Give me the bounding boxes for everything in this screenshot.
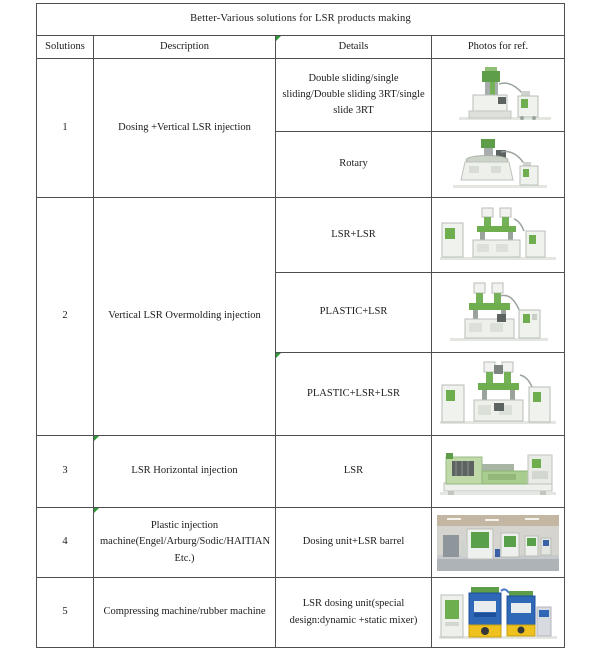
cell-details-4: Dosing unit+LSR barrel xyxy=(276,508,432,578)
cell-details-5: LSR dosing unit(special design:dynamic +static mixer) xyxy=(276,578,432,648)
vertical-lsr-machine-photo xyxy=(438,66,558,124)
cell-description-5: Compressing machine/rubber machine xyxy=(94,578,276,648)
comment-marker-icon xyxy=(94,508,99,513)
factory-floor-photo xyxy=(438,515,558,571)
cell-photo-2a xyxy=(432,198,565,273)
table-row xyxy=(37,578,565,648)
column-header-description: Description xyxy=(94,36,276,59)
cell-photo-1a xyxy=(432,59,565,132)
page-title: Better-Various solutions for LSR products making xyxy=(37,4,565,36)
cell-description-1: Dosing +Vertical LSR injection xyxy=(94,59,276,198)
factory-floor-illustration xyxy=(437,515,559,571)
column-header-details xyxy=(276,36,432,59)
vertical-lsr-machine-illustration xyxy=(439,66,557,124)
cell-description-4 xyxy=(94,508,276,578)
cell-details-2a: LSR+LSR xyxy=(276,198,432,273)
cell-details-1b: Rotary xyxy=(276,132,432,198)
header-row xyxy=(37,36,565,59)
table-row xyxy=(37,198,565,273)
cell-solution-4: 4 xyxy=(37,508,94,578)
horizontal-machine-illustration xyxy=(436,445,560,499)
cell-photo-1b xyxy=(432,132,565,198)
cell-description-3-label: LSR Horizontal injection xyxy=(131,465,238,477)
column-header-details-label: Details xyxy=(338,40,369,52)
cell-photo-2b xyxy=(432,273,565,353)
cell-details-1a: Double sliding/single sliding/Double sliding 3RT/single slide 3RT xyxy=(276,59,432,132)
cell-solution-3: 3 xyxy=(37,436,94,508)
overmolding-machine-illustration xyxy=(442,282,554,344)
rotary-lsr-machine-photo xyxy=(438,139,558,191)
overmolding-machine-illustration xyxy=(436,361,560,427)
table-row xyxy=(37,436,565,508)
table-row xyxy=(37,508,565,578)
cell-details-2c-label: PLASTIC+LSR+LSR xyxy=(307,387,400,399)
cell-solution-1: 1 xyxy=(37,59,94,198)
compression-machine-illustration xyxy=(437,585,559,641)
cell-solution-5: 5 xyxy=(37,578,94,648)
cell-details-2c xyxy=(276,353,432,436)
comment-marker-icon xyxy=(276,36,281,41)
overmolding-machine-photo xyxy=(438,207,558,263)
horizontal-machine-photo xyxy=(438,445,558,499)
column-header-solutions: Solutions xyxy=(37,36,94,59)
cell-details-2b: PLASTIC+LSR xyxy=(276,273,432,353)
table-row xyxy=(37,59,565,132)
comment-marker-icon xyxy=(94,436,99,441)
cell-photo-2c xyxy=(432,353,565,436)
cell-photo-3 xyxy=(432,436,565,508)
cell-description-4-label: Plastic injection machine(Engel/Arburg/Sodic/HAITIAN Etc.) xyxy=(100,520,271,564)
cell-description-3 xyxy=(94,436,276,508)
rotary-lsr-machine-illustration xyxy=(439,139,557,191)
cell-description-2: Vertical LSR Overmolding injection xyxy=(94,198,276,436)
column-header-photos: Photos for ref. xyxy=(432,36,565,59)
cell-photo-5 xyxy=(432,578,565,648)
cell-details-3: LSR xyxy=(276,436,432,508)
title-row xyxy=(37,4,565,36)
cell-solution-2: 2 xyxy=(37,198,94,436)
cell-photo-4 xyxy=(432,508,565,578)
comment-marker-icon xyxy=(276,353,281,358)
overmolding-machine-photo xyxy=(438,282,558,344)
overmolding-machine-photo xyxy=(438,361,558,427)
solutions-table xyxy=(36,3,565,648)
overmolding-machine-illustration xyxy=(436,207,560,263)
compression-machine-photo xyxy=(438,585,558,641)
